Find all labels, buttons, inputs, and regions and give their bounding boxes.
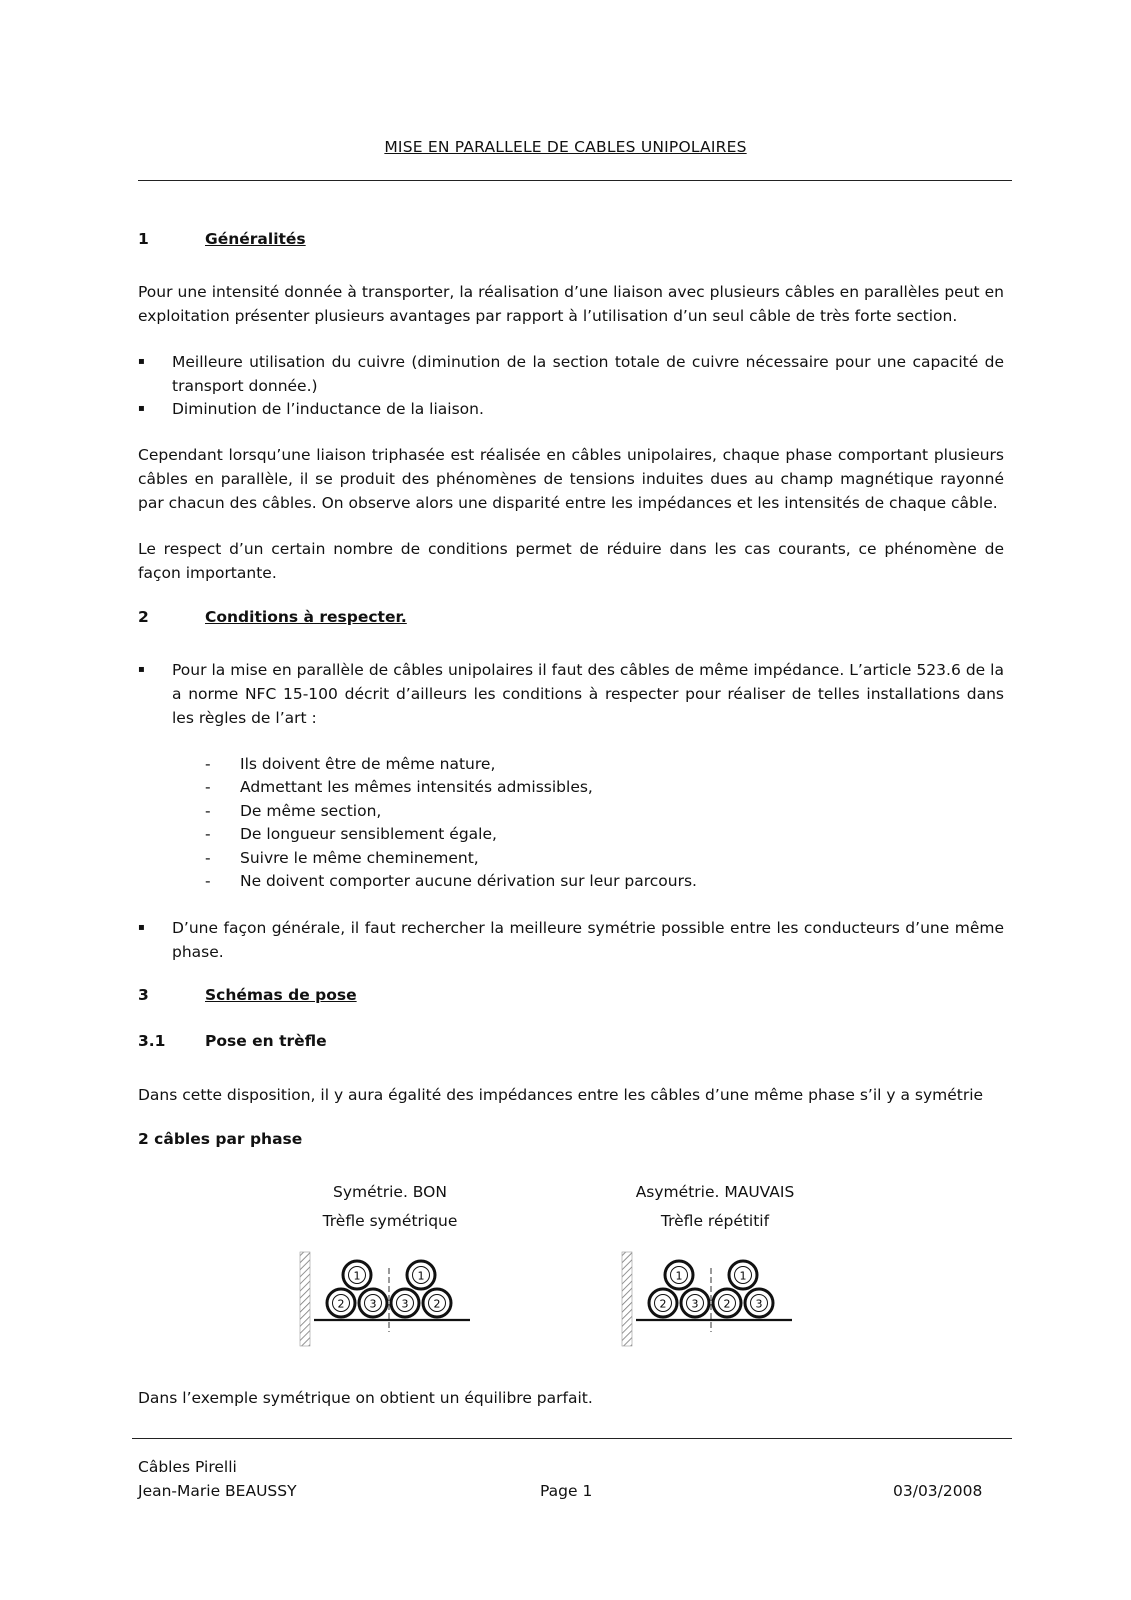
page-title: MISE EN PARALLELE DE CABLES UNIPOLAIRES xyxy=(384,138,747,156)
bullet-text: D’une façon générale, il faut rechercher la meilleure symétrie possible entre les conducteurs d’une même phase. xyxy=(172,919,1004,961)
bullet-glyph: ▪ xyxy=(138,922,145,933)
cable-label: 3 xyxy=(369,1297,377,1311)
subsection-3-1-heading xyxy=(138,1032,327,1050)
cable-label: 1 xyxy=(417,1269,425,1283)
bullet-item-2 xyxy=(138,397,1004,421)
section-2-heading xyxy=(138,608,407,626)
dash-item-3 xyxy=(205,799,381,823)
cable-1a xyxy=(665,1261,693,1289)
dash-glyph: - xyxy=(205,755,211,773)
bullet-text: Pour la mise en parallèle de câbles unipolaires il faut des câbles de même impédance. L’article 523.6 de la a norme NFC 15-100 décrit d’ailleurs les conditions à respecter pour réaliser de telles installations dans les règles de l’art : xyxy=(172,661,1004,727)
cable-2a xyxy=(327,1289,355,1317)
subheading-2-cables: 2 câbles par phase xyxy=(138,1130,303,1148)
cable-label: 1 xyxy=(675,1269,683,1283)
wall-hatch xyxy=(300,1252,310,1346)
dash-text: Suivre le même cheminement, xyxy=(240,849,479,867)
cable-1a xyxy=(343,1261,371,1289)
cable-2a xyxy=(649,1289,677,1317)
footer-company: Câbles Pirelli xyxy=(138,1458,237,1476)
bullet-item-3 xyxy=(138,658,1004,730)
dash-glyph: - xyxy=(205,825,211,843)
bullet-item-4 xyxy=(138,916,1004,964)
dash-text: De longueur sensiblement égale, xyxy=(240,825,497,843)
figure-right-caption xyxy=(595,1178,835,1236)
dash-item-4 xyxy=(205,822,497,846)
dash-text: Ne doivent comporter aucune dérivation sur leur parcours. xyxy=(240,872,697,890)
dash-item-2 xyxy=(205,775,593,799)
footer-page-number: Page 1 xyxy=(540,1482,593,1500)
paragraph-trefoil: Dans cette disposition, il y aura égalité des impédances entre les câbles d’une même phase s’il y a symétrie xyxy=(138,1086,984,1104)
cable-3b xyxy=(391,1289,419,1317)
figure-right-line1: Asymétrie. MAUVAIS xyxy=(635,1183,795,1201)
footer-rule xyxy=(132,1438,1012,1439)
section-3-heading xyxy=(138,986,357,1004)
dash-item-5 xyxy=(205,846,479,870)
dash-glyph: - xyxy=(205,849,211,867)
section-title: Conditions à respecter. xyxy=(205,608,407,626)
dash-glyph: - xyxy=(205,802,211,820)
cable-label: 1 xyxy=(353,1269,361,1283)
section-title: Schémas de pose xyxy=(205,986,357,1004)
cable-label: 3 xyxy=(755,1297,763,1311)
bullet-text: Diminution de l’inductance de la liaison. xyxy=(172,400,484,418)
section-number: 3 xyxy=(138,986,149,1004)
cable-2b xyxy=(713,1289,741,1317)
dash-text: Admettant les mêmes intensités admissibles, xyxy=(240,778,593,796)
bullet-glyph: ▪ xyxy=(138,356,145,367)
figure-right-diagram xyxy=(620,1250,800,1350)
cable-3a xyxy=(681,1289,709,1317)
cable-label: 2 xyxy=(659,1297,667,1311)
paragraph-conditions-intro: Le respect d’un certain nombre de conditions permet de réduire dans les cas courants, ce phénomène de façon importante. xyxy=(138,540,1004,582)
header-rule xyxy=(138,180,1012,181)
cable-label: 3 xyxy=(691,1297,699,1311)
cable-3a xyxy=(359,1289,387,1317)
cable-label: 1 xyxy=(739,1269,747,1283)
dash-text: De même section, xyxy=(240,802,382,820)
paragraph-phenomena: Cependant lorsqu’une liaison triphasée est réalisée en câbles unipolaires, chaque phase comportant plusieurs câbles en parallèle, il se produit des phénomènes de tensions induites dues au champ magnétique rayonné par chacun des câbles. On observe alors une disparité entre les impédances et les intensités de chaque câble. xyxy=(138,446,1004,512)
section-1-heading xyxy=(138,230,306,248)
cable-label: 2 xyxy=(433,1297,441,1311)
footer-author: Jean-Marie BEAUSSY xyxy=(138,1482,297,1500)
dash-item-1 xyxy=(205,752,495,776)
wall-hatch xyxy=(622,1252,632,1346)
footer-date: 03/03/2008 xyxy=(893,1482,983,1500)
bullet-glyph: ▪ xyxy=(138,403,145,414)
bullet-glyph: ▪ xyxy=(138,664,145,675)
cable-3b xyxy=(745,1289,773,1317)
section-title: Généralités xyxy=(205,230,306,248)
bullet-item-1 xyxy=(138,350,1004,398)
dash-glyph: - xyxy=(205,778,211,796)
cable-label: 2 xyxy=(723,1297,731,1311)
section-number: 3.1 xyxy=(138,1032,166,1050)
paragraph-conclusion: Dans l’exemple symétrique on obtient un équilibre parfait. xyxy=(138,1389,593,1407)
figure-left-caption xyxy=(270,1178,510,1236)
bullet-text: Meilleure utilisation du cuivre (diminution de la section totale de cuivre nécessaire pour une capacité de transport donnée.) xyxy=(172,353,1004,395)
cable-1b xyxy=(407,1261,435,1289)
cable-1b xyxy=(729,1261,757,1289)
cable-2b xyxy=(423,1289,451,1317)
section-title: Pose en trèfle xyxy=(205,1032,327,1050)
dash-glyph: - xyxy=(205,872,211,890)
figure-right-line2: Trèfle répétitif xyxy=(660,1212,770,1230)
cable-label: 2 xyxy=(337,1297,345,1311)
section-number: 1 xyxy=(138,230,149,248)
figure-left-line2: Trèfle symétrique xyxy=(322,1212,458,1230)
dash-item-6 xyxy=(205,869,697,893)
dash-text: Ils doivent être de même nature, xyxy=(240,755,496,773)
paragraph-intro: Pour une intensité donnée à transporter, la réalisation d’une liaison avec plusieurs câbles en parallèles peut en exploitation présenter plusieurs avantages par rapport à l’utilisation d’un seul câble de très forte section. xyxy=(138,283,1004,325)
figure-left-diagram xyxy=(298,1250,478,1350)
figure-left-line1: Symétrie. BON xyxy=(333,1183,447,1201)
section-number: 2 xyxy=(138,608,149,626)
cable-label: 3 xyxy=(401,1297,409,1311)
